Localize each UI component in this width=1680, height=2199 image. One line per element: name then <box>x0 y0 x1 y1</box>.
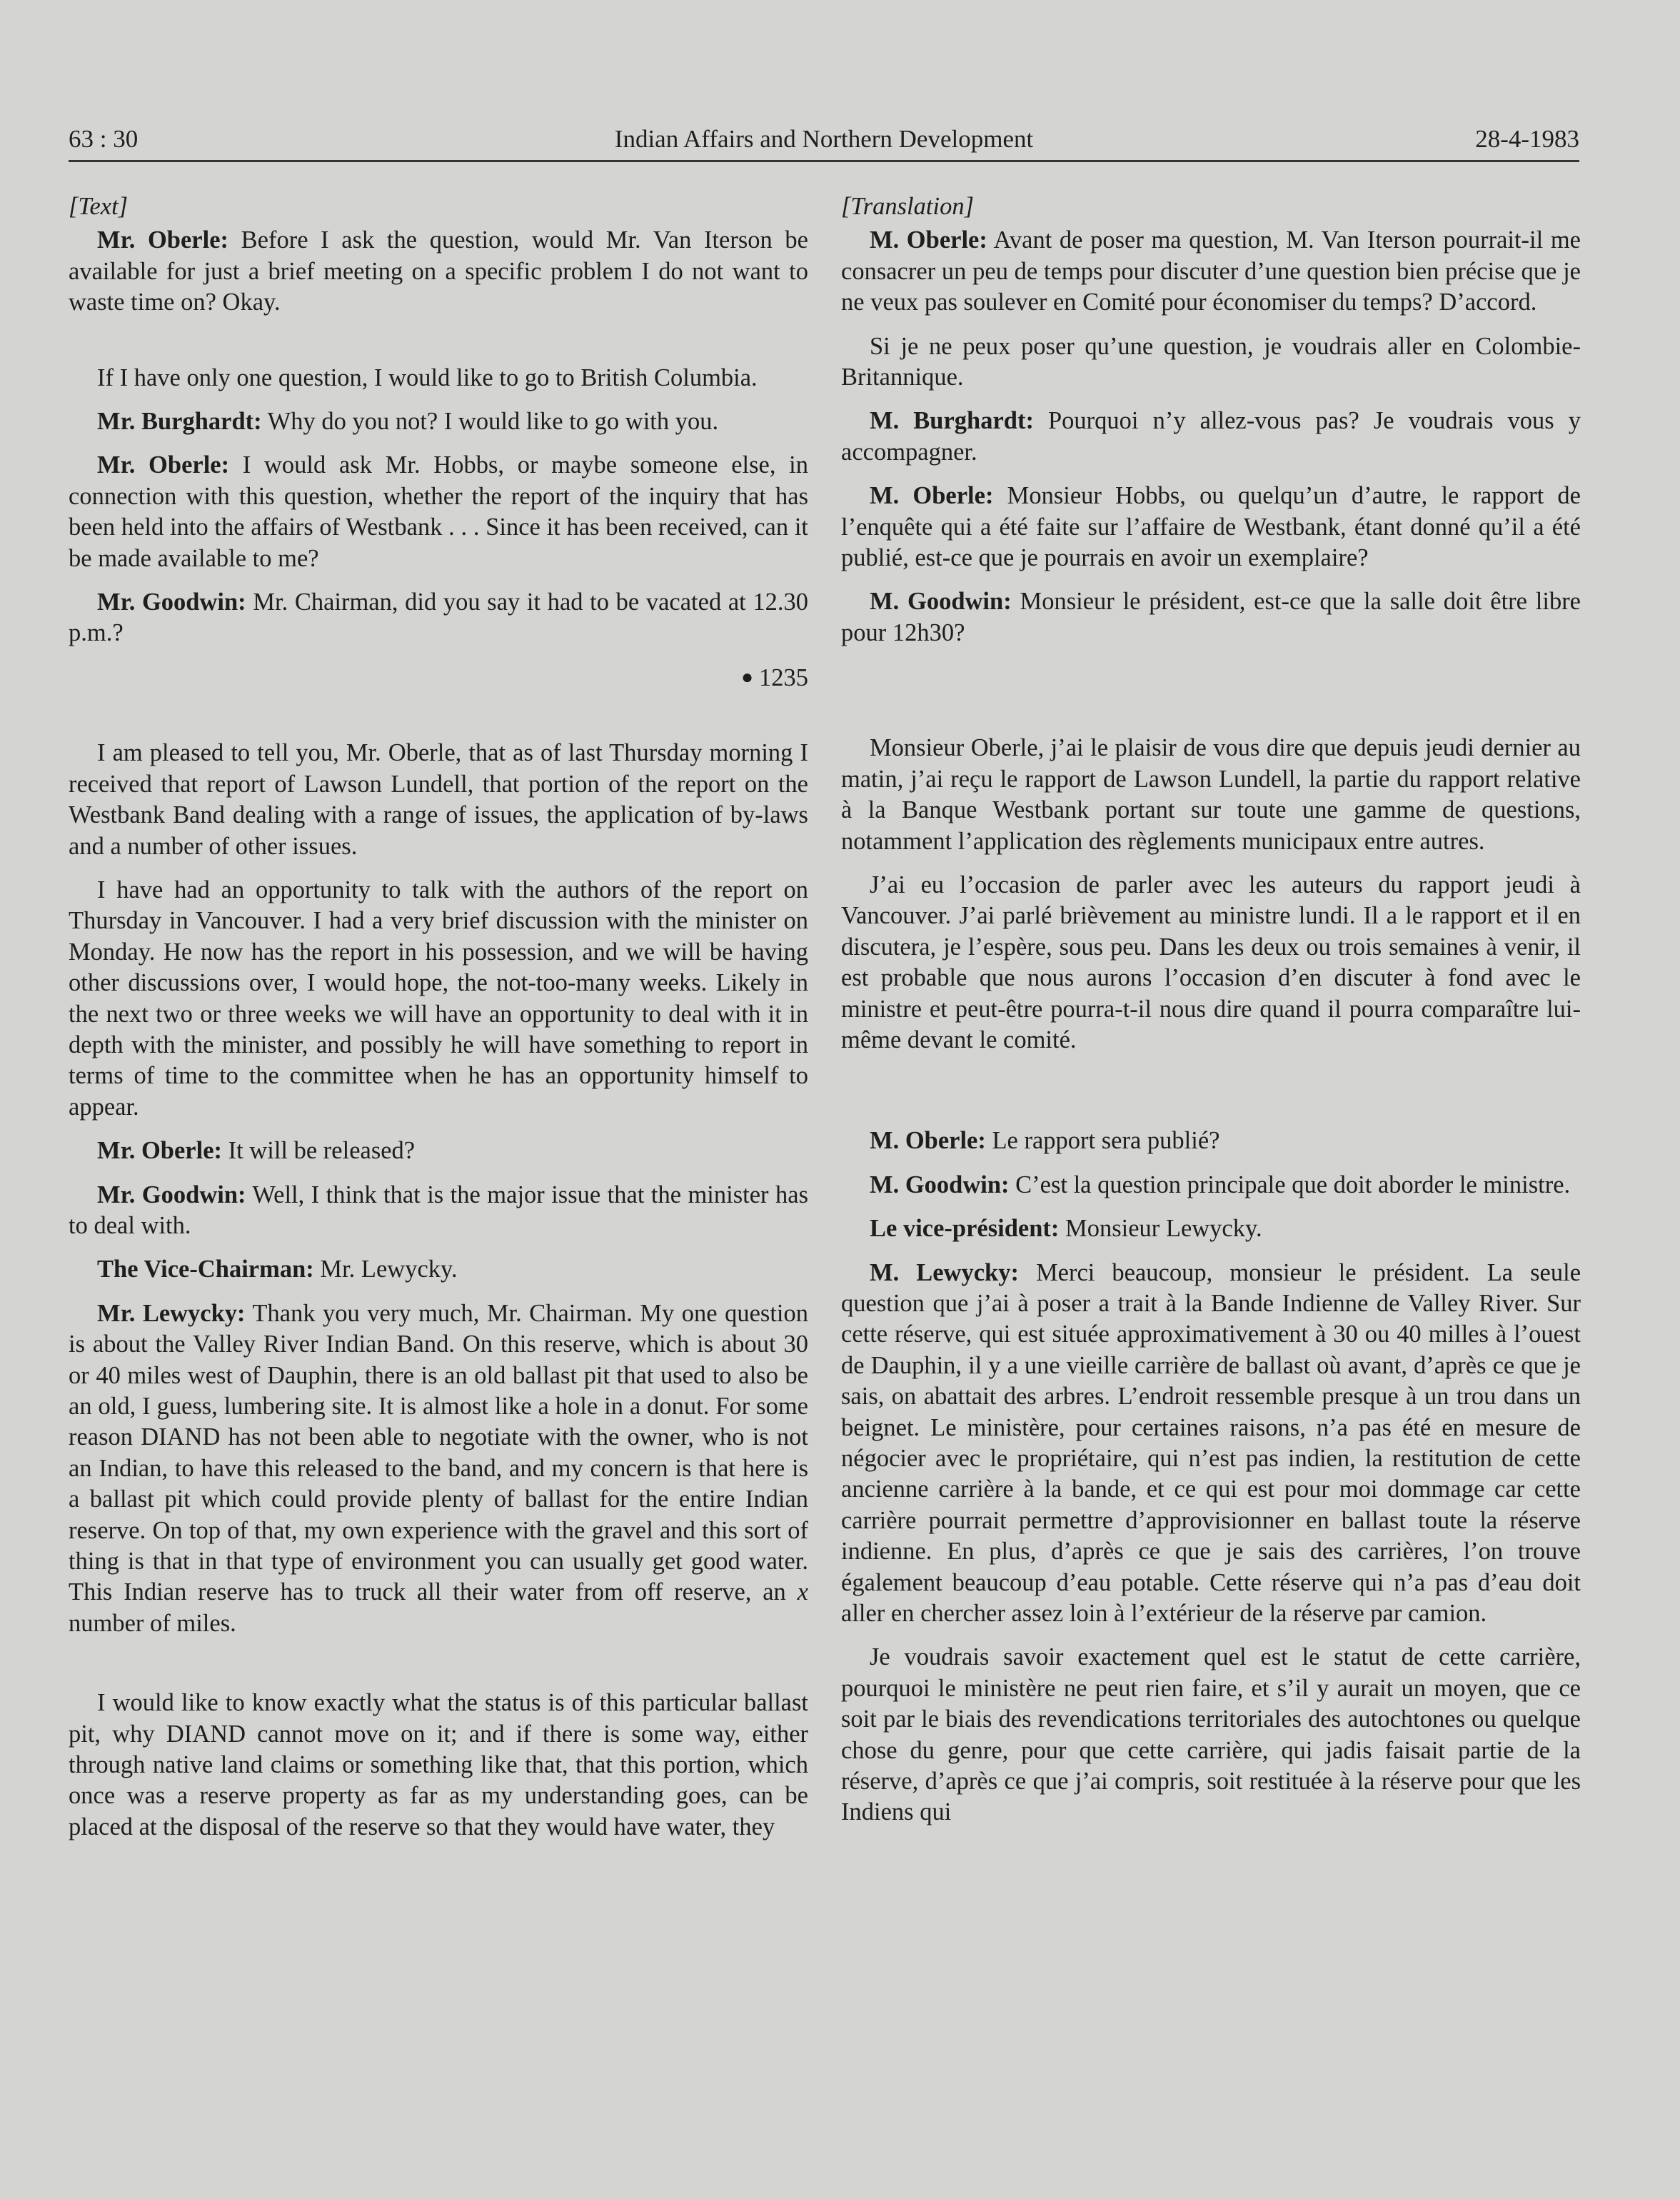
speech-text: number of miles. <box>69 1609 236 1637</box>
english-column <box>69 191 808 1855</box>
paragraph <box>69 406 808 437</box>
paragraph: J’ai eu l’occasion de parler avec les auteurs du rapport jeudi à Vancouver. J’ai parlé brièvement au ministre lundi. Il a le rapport et il en discutera, je l’espère, sous peu. Dans les deux ou trois semaines à venir, il est probable que nous aurons l’occasion d’en discuter à fond avec le ministre et peut-être pourra-t-il nous dire quand il pourra comparaître lui-même devant le comité. <box>841 871 1581 1053</box>
paragraph <box>69 1254 808 1285</box>
speaker-name: M. Goodwin: <box>870 588 1012 616</box>
page-header <box>69 120 1579 159</box>
speech-text: Monsieur le président, est-ce que la salle doit être libre pour 12h30? <box>841 588 1581 646</box>
speaker-name: M. Oberle: <box>870 1127 986 1155</box>
paragraph <box>841 1213 1581 1244</box>
paragraph: I would like to know exactly what the status is of this particular ballast pit, why DIAND cannot move on it; and if there is some way, either through native land claims or something like that, that this portion, which once was a reserve property as far as my understanding goes, can be placed at the disposal of the reserve so that they would have water, they <box>69 1689 808 1840</box>
speaker-name: M. Oberle: <box>870 226 987 254</box>
bullet-icon: ● <box>741 666 753 688</box>
paragraph: I have had an opportunity to talk with the authors of the report on Thursday in Vancouver. I had a very brief discussion with the minister on Monday. He now has the report in his possession, and we will be having other discussions over, I would hope, the not-too-many weeks. Likely in the next two or three weeks we will have an opportunity to deal with it in depth with the minister, and possibly he will have something to report in terms of time to the committee when he has an opportunity himself to appear. <box>69 876 808 1121</box>
french-column <box>841 191 1581 1841</box>
header-date: 28-4-1983 <box>1475 125 1579 153</box>
speaker-name: M. Lewycky: <box>870 1258 1019 1286</box>
speaker-name: M. Goodwin: <box>870 1171 1010 1198</box>
language-tag: [Text] <box>69 193 129 220</box>
italic-variable: x <box>797 1578 808 1606</box>
speech-text: Mr. Lewycky. <box>313 1256 458 1283</box>
header-rule <box>69 160 1579 162</box>
time-stamp <box>69 662 808 693</box>
speaker-name: Mr. Oberle: <box>97 226 229 254</box>
speaker-name: Mr. Burghardt: <box>97 408 262 436</box>
paragraph <box>69 225 808 318</box>
paragraph: Si je ne peux poser qu’une question, je voudrais aller en Colombie-Britannique. <box>841 332 1581 391</box>
speaker-name: Mr. Goodwin: <box>97 1181 246 1208</box>
language-tag: [Translation] <box>841 193 974 220</box>
paragraph: Monsieur Oberle, j’ai le plaisir de vous dire que depuis jeudi dernier au matin, j’ai reçu le rapport de Lawson Lundell, la partie du rapport relative à la Banque Westbank portant sur toute une gamme de questions, notamment l’application des règlements municipaux entre autres. <box>841 734 1581 855</box>
speech-text: Well, I think that is the major issue that the minister has to deal with. <box>69 1181 808 1239</box>
publication-title: Indian Affairs and Northern Development <box>614 125 1034 153</box>
paragraph <box>69 1136 808 1166</box>
speech-text: It will be released? <box>222 1137 416 1165</box>
paragraph <box>841 406 1581 468</box>
paragraph <box>69 1180 808 1242</box>
paragraph <box>841 481 1581 573</box>
paragraph <box>69 587 808 649</box>
speaker-name: M. Burghardt: <box>870 407 1034 435</box>
speech-text: Monsieur Hobbs, ou quelqu’un d’autre, le rapport de l’enquête qui a été faite sur l’affaire de Westbank, étant donné qu’il a été publié, est-ce que je pourrais en avoir un exemplaire? <box>841 482 1581 572</box>
paragraph <box>69 450 808 574</box>
paragraph <box>841 225 1581 318</box>
paragraph <box>841 1170 1581 1201</box>
speech-text: Le rapport sera publié? <box>985 1127 1220 1155</box>
speaker-name: Mr. Lewycky: <box>97 1299 246 1327</box>
paragraph <box>841 586 1581 648</box>
page-reference: 63 : 30 <box>69 125 139 153</box>
speech-text: Before I ask the question, would Mr. Van Iterson be available for just a brief meeting on a specific problem I do not want to waste time on? Okay. <box>69 226 808 316</box>
speaker-name: Mr. Oberle: <box>97 451 230 479</box>
speech-text: Avant de poser ma question, M. Van Iterson pourrait-il me consacrer un peu de temps pour discuter d’une question bien précise que je ne veux pas soulever en Comité pour économiser du temps? D’accord. <box>841 226 1581 316</box>
speech-text: Monsieur Lewycky. <box>1059 1215 1262 1243</box>
speech-text: Mr. Chairman, did you say it had to be vacated at 12.30 p.m.? <box>69 588 808 647</box>
paragraph: I am pleased to tell you, Mr. Oberle, that as of last Thursday morning I received that report of Lawson Lundell, that portion of the report on the Westbank Band dealing with a range of issues, the application of by-laws and a number of other issues. <box>69 739 808 860</box>
speech-text: Pourquoi n’y allez-vous pas? Je voudrais vous y accompagner. <box>841 407 1581 466</box>
speaker-name: The Vice-Chairman: <box>97 1256 314 1283</box>
paragraph <box>69 1298 808 1639</box>
speaker-name: Mr. Oberle: <box>97 1137 222 1165</box>
paragraph: Je voudrais savoir exactement quel est le statut de cette carrière, pourquoi le ministère ne peut rien faire, et s’il y aurait un moyen, que ce soit par le biais des revendications territoriales des autochtones ou quelque chose du genre, pour que cette carrière, qui jadis faisait partie de la réserve, d’après ce que j’ai compris, soit restituée à la réserve pour que les Indiens qui <box>841 1643 1581 1826</box>
speech-text: I would ask Mr. Hobbs, or maybe someone else, in connection with this question, whether the report of the inquiry that has been held into the affairs of Westbank . . . Since it has been received, can it be made available to me? <box>69 451 809 572</box>
speech-text: Why do you not? I would like to go with you. <box>261 408 719 436</box>
paragraph <box>841 1258 1581 1630</box>
time-stamp-value: 1235 <box>759 663 808 691</box>
speaker-name: M. Oberle: <box>870 482 994 510</box>
paragraph: If I have only one question, I would like to go to British Columbia. <box>97 364 758 391</box>
paragraph <box>841 1126 1581 1156</box>
speaker-name: Mr. Goodwin: <box>97 588 246 616</box>
speech-text: Thank you very much, Mr. Chairman. My one question is about the Valley River Indian Band. On this reserve, which is about 30 or 40 miles west of Dauphin, there is an old ballast pit that used to also be an old, I guess, lumbering site. It is almost like a hole in a donut. For some reason DIAND has not been able to negotiate with the owner, who is not an Indian, to have this released to the band, and my concern is that here is a ballast pit which could provide plenty of ballast for the entire Indian reserve. On top of that, my own experience with the gravel and this sort of thing is that in that type of environment you can usually get good water. This Indian reserve has to truck all their water from off reserve, an <box>69 1299 809 1606</box>
speech-text: C’est la question principale que doit aborder le ministre. <box>1009 1171 1571 1198</box>
speech-text: Merci beaucoup, monsieur le président. La seule question que j’ai à poser a trait à la Bande Indienne de Valley River. Sur cette réserve, qui est située approximativement à 30 ou 40 milles à l’ouest de Dauphin, il y a une vieille carrière de ballast où avant, d’après ce que je sais, on abattait des arbres. L’endroit ressemble presque à un trou dans un beignet. Le ministère, pour certaines raisons, n’a pas été en mesure de négocier avec le propriétaire, qui n’est pas indien, la restitution de cette ancienne carrière à la bande, et ce qui est pour moi dommage car cette carrière pourrait permettre d’approvisionner en ballast toute la réserve indienne. En plus, d’après ce que je sais des carrières, l’on trouve également beaucoup d’eau potable. Cette réserve qui n’a pas d’eau doit aller en chercher assez loin à l’extérieur de la réserve par camion. <box>841 1258 1581 1628</box>
speaker-name: Le vice-président: <box>870 1215 1060 1243</box>
